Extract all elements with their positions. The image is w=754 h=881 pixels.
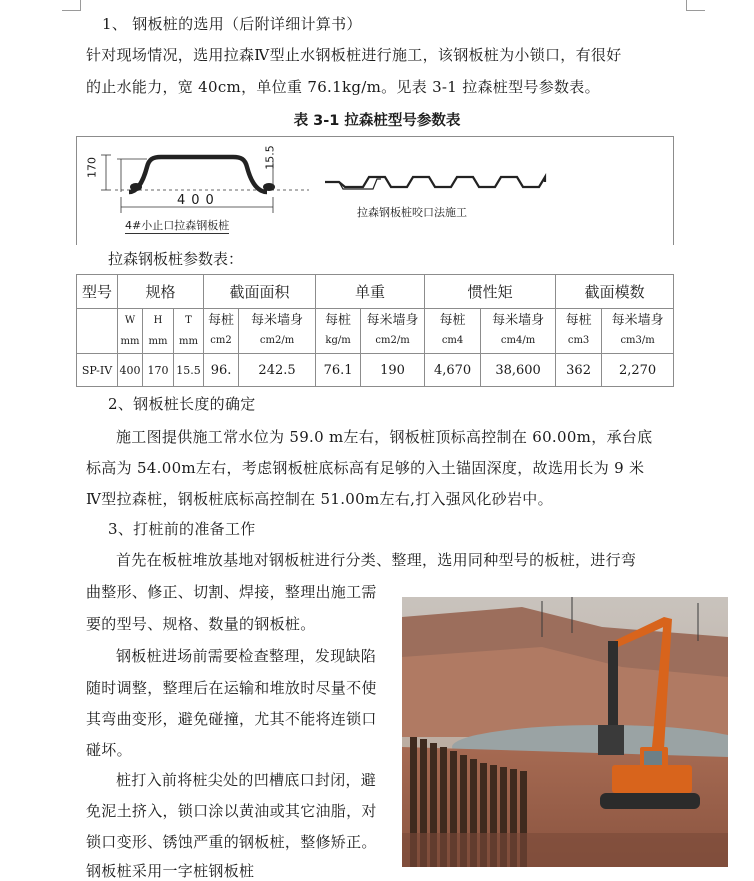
section-3-para-line-4: 钢板桩进场前需要检查整理，发现缺陷: [116, 647, 377, 665]
subheader-weight-per-pile: 每桩 kg/m: [316, 309, 361, 354]
subheader-area-per-pile: 每桩 cm2: [204, 309, 239, 354]
page-corner-mark-left: [62, 0, 81, 11]
figure-caption-left: 4#小止口拉森钢板桩: [125, 219, 230, 232]
page-corner-mark-right: [686, 0, 705, 11]
header-spec: 规格: [118, 275, 204, 309]
table-row: [77, 354, 674, 387]
subheader-w: W mm: [118, 309, 143, 354]
subheader-weight-per-meter: 每米墙身 cm2/m: [361, 309, 425, 354]
section-1-para-line-2: 的止水能力，宽 40cm，单位重 76.1kg/m。见表 3-1 拉森桩型号参数表。: [86, 78, 600, 96]
header-section-modulus: 截面模数: [556, 275, 674, 309]
cell-inertia-per-pile: 4,670: [425, 354, 481, 387]
subheader-t: T mm: [174, 309, 204, 354]
header-model: 型号: [77, 275, 118, 309]
section-2-heading: 2、钢板桩长度的确定: [108, 395, 256, 413]
cell-t: 15.5: [174, 354, 204, 387]
cell-modulus-per-pile: 362: [556, 354, 602, 387]
param-table-subheader-row: [77, 309, 674, 354]
subheader-modulus-per-pile: 每桩 cm3: [556, 309, 602, 354]
subheader-h: H mm: [143, 309, 174, 354]
subheader-inertia-per-pile: 每桩 cm4: [425, 309, 481, 354]
section-3-para-line-5: 随时调整，整理后在运输和堆放时尽量不使: [86, 679, 377, 697]
section-3-para-line-10: 锁口变形、锈蚀严重的钢板桩，整修矫正。: [86, 833, 377, 851]
section-3-para-line-8: 桩打入前将桩尖处的凹槽底口封闭，避: [116, 771, 377, 789]
subheader-inertia-per-meter: 每米墙身 cm4/m: [481, 309, 556, 354]
subheader-empty: [77, 309, 118, 354]
section-2-para-line-3: Ⅳ型拉森桩，钢板桩底标高控制在 51.00m左右,打入强风化砂岩中。: [86, 490, 553, 508]
cell-weight-per-pile: 76.1: [316, 354, 361, 387]
section-3-para-line-11: 钢板桩采用一字桩钢板桩: [86, 862, 255, 880]
cell-w: 400: [118, 354, 143, 387]
cell-model: SP-IV: [77, 354, 118, 387]
header-moment-of-inertia: 惯性矩: [425, 275, 556, 309]
cell-area-per-meter: 242.5: [239, 354, 316, 387]
section-3-para-line-9: 免泥土挤入，锁口涂以黄油或其它油脂，对: [86, 802, 377, 820]
param-table-header-row: [77, 275, 674, 309]
dim-height-label: 170: [85, 157, 99, 178]
section-3-para-line-2: 曲整形、修正、切割、焊接，整理出施工需: [86, 583, 377, 601]
excavator-driving-sheet-piles-photo: [402, 597, 728, 867]
section-3-heading: 3、打桩前的准备工作: [108, 520, 256, 538]
figure-caption-right: 拉森钢板桩咬口法施工: [357, 206, 467, 219]
section-2-para-line-2: 标高为 54.00m左右，考虑钢板桩底标高有足够的入土锚固深度，故选用长为 9 米: [86, 459, 645, 477]
cell-modulus-per-meter: 2,270: [602, 354, 674, 387]
dim-width-label: 400: [177, 193, 220, 208]
header-unit-weight: 单重: [316, 275, 425, 309]
section-1-heading: 1、 钢板桩的选用（后附详细计算书）: [102, 15, 362, 33]
header-section-area: 截面面积: [204, 275, 316, 309]
subheader-modulus-per-meter: 每米墙身 cm3/m: [602, 309, 674, 354]
section-3-para-line-3: 要的型号、规格、数量的钢板桩。: [86, 615, 316, 633]
section-3-para-line-6: 其弯曲变形，避免碰撞，尤其不能将连锁口: [86, 710, 377, 728]
section-3-para-line-1: 首先在板桩堆放基地对钢板桩进行分类、整理，选用同种型号的板桩，进行弯: [116, 551, 637, 569]
cell-weight-per-meter: 190: [361, 354, 425, 387]
cell-h: 170: [143, 354, 174, 387]
section-3-para-line-7: 碰坏。: [86, 741, 132, 759]
cell-inertia-per-meter: 38,600: [481, 354, 556, 387]
section-2-para-line-1: 施工图提供施工常水位为 59.0 m左右，钢板桩顶标高控制在 60.00m，承台底: [116, 428, 653, 446]
profile-figure-box: [76, 136, 674, 245]
param-table-label: 拉森钢板桩参数表：: [108, 250, 244, 268]
subheader-area-per-meter: 每米墙身 cm2/m: [239, 309, 316, 354]
table-title: 表 3-1 拉森桩型号参数表: [293, 113, 461, 129]
construction-site-photo: [402, 597, 728, 867]
dim-flange-label: 15.5: [263, 145, 277, 170]
cell-area-per-pile: 96.: [204, 354, 239, 387]
param-table: [76, 274, 674, 387]
section-1-para-line-1: 针对现场情况，选用拉森Ⅳ型止水钢板桩进行施工，该钢板桩为小锁口，有很好: [86, 46, 622, 64]
